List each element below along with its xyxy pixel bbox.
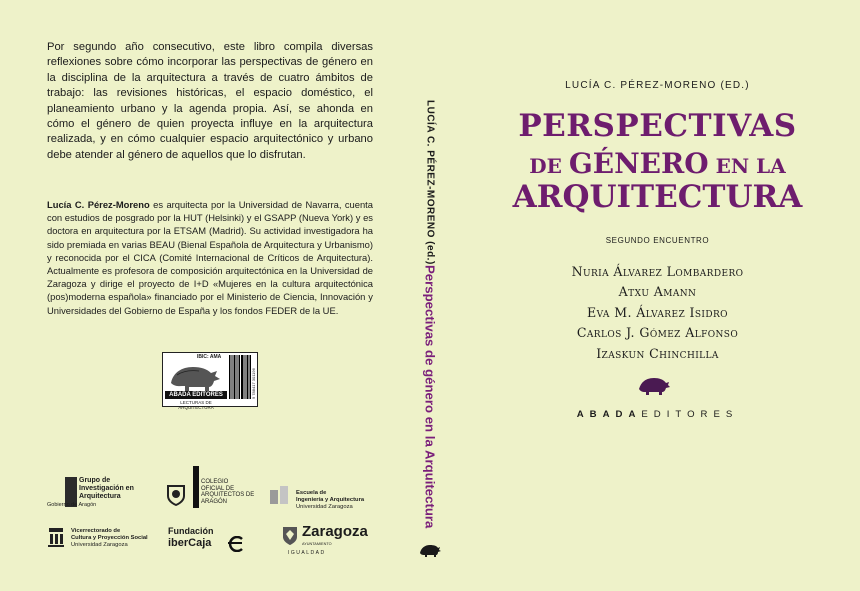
zaragoza-shield-icon — [282, 526, 298, 546]
zgz-line3: IGUALDAD — [288, 550, 326, 556]
author-item: Izaskun Chinchilla — [596, 345, 719, 361]
title-line-3: ARQUITECTURA — [512, 179, 803, 215]
euro-mark-icon — [226, 536, 248, 552]
front-editor: LUCÍA C. PÉREZ-MORENO (ED.) — [565, 80, 750, 91]
ibic-label: IBIC: AMA — [197, 354, 222, 360]
author-item: Eva M. Álvarez Isidro — [587, 304, 728, 320]
bio-name: Lucía C. Pérez-Moreno — [47, 199, 150, 210]
publisher-rest: EDITORES — [641, 409, 739, 420]
colegio-line4: ARAGÓN — [201, 498, 228, 505]
spine-rhino-icon — [419, 542, 441, 558]
title-line-2c: EN LA — [708, 154, 786, 178]
fundacion-ibercaja-logo — [168, 526, 258, 550]
colegio-line2: OFICIAL DE — [201, 485, 235, 492]
author-list — [455, 262, 860, 364]
escuela-mark-icon — [270, 486, 290, 506]
escuela-line1: Escuela de — [296, 490, 327, 496]
escuela-line3: Universidad Zaragoza — [296, 503, 353, 510]
fund-line2: iberCaja — [168, 537, 212, 549]
grupo-line3: Arquitectura — [79, 493, 121, 500]
barcode-block — [162, 352, 258, 410]
front-publisher — [455, 409, 860, 420]
author-bio — [47, 198, 373, 317]
vice-line2: Cultura y Proyección Social — [71, 535, 148, 541]
barcode-series: LECTURAS DE ARQUITECTURA — [178, 400, 214, 410]
title-line-2b: GÉNERO — [568, 147, 709, 180]
vice-line3: Universidad Zaragoza — [71, 542, 128, 548]
vice-line1: Vicerrectorado de — [71, 528, 121, 534]
bio-text: es arquitecta por la Universidad de Navarra, cuenta con estudios de posgrado por la HUT (Helsinki) y el GSAPP (Nueva York) y es doctora en arquitectura por la ETSAM (Madrid). Su actividad investigadora ha sido premiada en varias BEAU (Bienal Española de Arquitectura y Urbanismo) y reconocida por el CICA (Comité Internacional de Críticos de Arquitectura). Actualmente es profesora de composición arquitectónica en la Universidad de Zaragoza y dirige el proyecto de I+D «Mujeres en la cultura arquitectónica (pos)moderna española» financiado por el Ministerio de Ciencia, Innovación y Universidades del Gobierno de España y los fondos FEDER de la UE. — [47, 199, 373, 316]
university-crest-icon — [47, 526, 65, 550]
colegio-line1: COLEGIO — [201, 479, 229, 485]
zgz-line2: AYUNTAMIENTO — [302, 542, 332, 546]
zgz-line1: Zaragoza — [302, 523, 368, 540]
author-item: Atxu Amann — [618, 284, 697, 300]
title-line-1: PERSPECTIVAS — [518, 108, 797, 144]
spine-title: Perspectivas de género en la Arquitectura — [422, 265, 438, 529]
title-line-2a: DE — [529, 154, 569, 178]
grupo-line1: Grupo de — [79, 477, 111, 484]
fund-line1: Fundación — [168, 526, 214, 536]
isbn-number: 9 788417 301196 — [251, 368, 256, 399]
author-item: Nuria Álvarez Lombardero — [571, 264, 744, 279]
barcode-brand: ABADA EDITORES — [165, 391, 227, 399]
colegio-line3: ARQUITECTOS DE — [201, 492, 255, 499]
rhino-engraving-icon — [167, 359, 223, 393]
back-cover — [0, 0, 405, 591]
back-blurb: Por segundo año consecutivo, este libro compila diversas reflexiones sobre cómo incorporar las perspectivas de género en la disciplina de la arquitectura a través de cuatro ámbitos de trabajo: las revisiones históricas, el espacio doméstico, el planeamiento urbano y la agenda propia. Así, se ahonda en cómo el género de quien proyecta influye en la arquitectura realizada, y en cómo cualquier espacio arquitectónico y urbano debe atender al género de aquellos que lo disfrutan. — [47, 41, 373, 161]
author-item: Carlos J. Gómez Alfonso — [576, 325, 739, 341]
colegio-bar-icon — [193, 466, 199, 508]
publisher-bold: ABADA — [576, 409, 642, 420]
grupo-line2: Investigación en — [79, 485, 134, 492]
front-rhino-icon — [638, 374, 670, 396]
spine-author: LUCÍA C. PÉREZ-MORENO (ed.) — [424, 100, 436, 265]
barcode-icon — [229, 355, 251, 399]
escuela-line2: Ingeniería y Arquitectura — [296, 496, 365, 503]
grupo-small: Gobierno de Aragón — [47, 502, 97, 508]
coat-of-arms-icon — [165, 482, 187, 506]
front-subtitle: SEGUNDO ENCUENTRO — [605, 236, 710, 245]
title-line-2 — [455, 147, 860, 180]
